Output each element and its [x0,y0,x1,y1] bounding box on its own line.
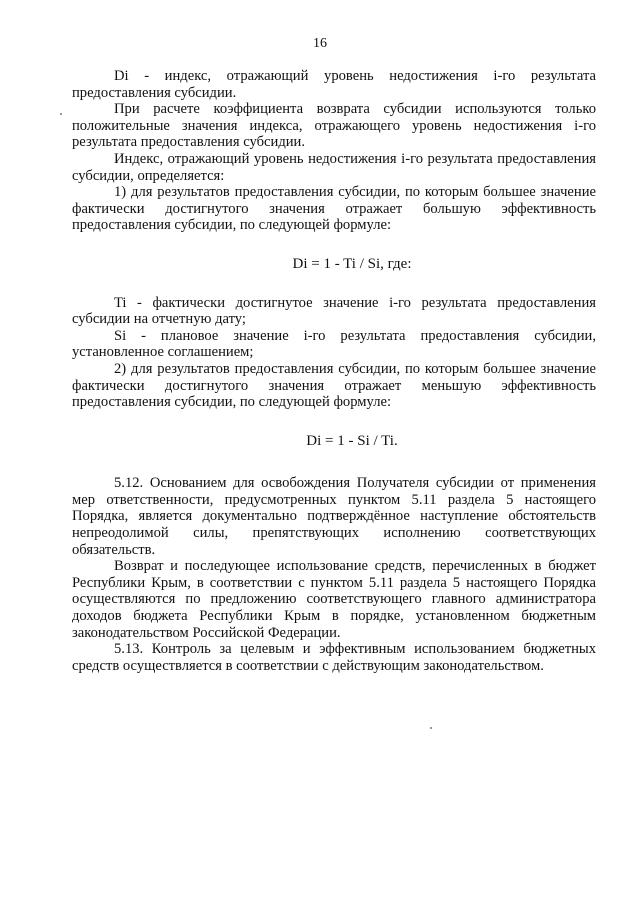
paragraph-di-definition: Di - индекс, отражающий уровень недостижения i-го результата предоставления субсидии. [72,68,596,101]
paragraph-case-2: 2) для результатов предоставления субсидии, по которым большее значение фактически достигнутого значения отражает меньшую эффективность предоставления субсидии, по следующей формуле: [72,360,596,411]
paragraph-refund: Возврат и последующее использование средств, перечисленных в бюджет Республики Крым, в соответствии с пунктом 5.11 раздела 5 настоящего Порядка осуществляются по предложению соответствующего главного администратора доходов бюджета Республики Крым в порядке, установленном бюджетным законодательством Российской Федерации. [72,558,596,641]
paragraph-si-definition: Si - плановое значение i-го результата предоставления субсидии, установленное соглашением; [72,327,596,361]
paragraph-ti-definition: Ti - фактически достигнутое значение i-го результата предоставления субсидии на отчетную дату; [72,294,596,328]
scan-speck [60,113,62,115]
document-body [72,68,596,674]
paragraph-5-12: 5.12. Основанием для освобождения Получателя субсидии от применения мер ответственности, предусмотренных пунктом 5.11 раздела 5 настоящего Порядка, является документально подтверждённое наступление обстоятельств непреодолимой силы, препятствующих исполнению соответствующих обязательств. [72,475,596,558]
paragraph-case-1: 1) для результатов предоставления субсидии, по которым большее значение фактически достигнутого значения отражает большую эффективность предоставления субсидии, по следующей формуле: [72,184,596,234]
paragraph-5-13: 5.13. Контроль за целевым и эффективным использованием бюджетных средств осуществляется в соответствии с действующим законодательством. [72,641,596,674]
paragraph-index-determined: Индекс, отражающий уровень недостижения i-го результата предоставления субсидии, определяется: [72,150,596,184]
page-number: 16 [313,36,327,51]
formula-1: Di = 1 - Ti / Si, где: [292,255,412,272]
formula-2: Di = 1 - Si / Ti. [306,432,398,449]
paragraph-positive-values: При расчете коэффициента возврата субсидии используются только положительные значения индекса, отражающего уровень недостижения i-го результата предоставления субсидии. [72,101,596,151]
scan-speck [430,727,432,729]
